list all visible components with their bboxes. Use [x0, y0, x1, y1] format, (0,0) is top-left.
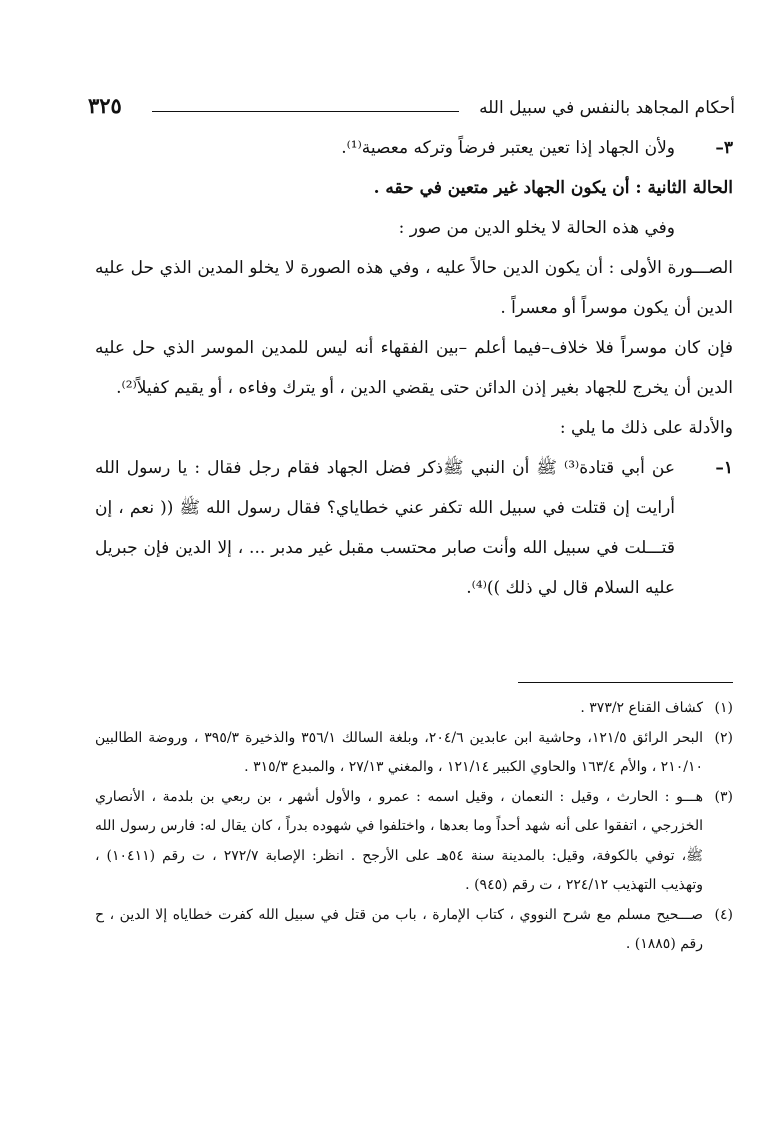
footnote — [95, 694, 733, 724]
footnote-number: (٤) — [714, 906, 733, 923]
case-2-heading: الحالة الثانية : أن يكون الجهاد غير متعين في حقه . — [373, 178, 733, 198]
footnotes — [95, 694, 733, 960]
evidence-1-text: عن أبي قتادة⁽³⁾ ﷺ أن النبي ﷺذكر فضل الجهاد فقام رجل فقال : يا رسول الله أرايت إن قتلت في سبيل الله تكفر عني خطاياي؟ فقال رسول الله ﷺ (( نعم ، إن قتـــلت في سبيل الله وأنت صابر محتسب مقبل غير مدبر ... ، إلا الدين فإن جبريل عليه السلام قال لي ذلك ))⁽⁴⁾. — [95, 458, 675, 598]
page-header — [88, 78, 735, 118]
evidence-1 — [95, 448, 733, 608]
footnote-text: هـــو : الحارث ، وقيل : النعمان ، وقيل اسمه : عمرو ، والأول أشهر ، بن ربعي بن بلدمة ، الأنصاري الخزرجي ، اتفقوا على أنه شهد أحداً وما بعدها ، واختلفوا في شهوده بدراً ، كان يقال له: فارس رسول الله ﷺ، توفي بالكوفة، وقيل: بالمدينة سنة ٥٤هـ على الأرجح . انظر: الإصابة ٢٧٢/٧ ، ت رقم (١٠٤١١) ، وتهذيب التهذيب ٢٢٤/١٢ ، ت رقم (٩٤٥) . — [95, 788, 703, 893]
case-2-intro: وفي هذه الحالة لا يخلو الدين من صور : — [398, 218, 675, 238]
footnote-separator — [518, 682, 733, 683]
point-3 — [95, 128, 733, 168]
point-3-text: ولأن الجهاد إذا تعين يعتبر فرضاً وتركه معصية⁽¹⁾. — [341, 138, 675, 158]
footnote-number: (٣) — [714, 788, 733, 805]
footnote-text: صـــحيح مسلم مع شرح النووي ، كتاب الإمارة ، باب من قتل في سبيل الله كفرت خطاياه إلا الدين ، ح رقم (١٨٨٥) . — [95, 906, 703, 952]
footnote — [95, 901, 733, 960]
form-1-paragraph: الصـــورة الأولى : أن يكون الدين حالاً عليه ، وفي هذه الصورة لا يخلو المدين الذي حل عليه الدين أن يكون موسراً أو معسراً . — [95, 258, 733, 318]
footnote — [95, 783, 733, 901]
header-rule — [152, 111, 459, 112]
footnote-text: كشاف القناع ٣٧٣/٢ . — [580, 700, 703, 716]
evidence-intro: والأدلة على ذلك ما يلي : — [559, 418, 733, 438]
point-3-number: ٣– — [715, 138, 733, 158]
footnote-text: البحر الرائق ١٢١/٥، وحاشية ابن عابدين ٢٠٤/٦، وبلغة السالك ٣٥٦/١ والذخيرة ٣٩٥/٣ ، وروضة الطالبين ٢١٠/١٠ ، والأم ١٦٣/٤ والحاوي الكبير ١٢١/١٤ ، والمغني ٢٧/١٣ ، والمبدع ٣١٥/٣ . — [95, 729, 704, 775]
running-title: أحكام المجاهد بالنفس في سبيل الله — [479, 98, 735, 118]
footnote-number: (١) — [714, 700, 733, 716]
footnote-number: (٢) — [714, 729, 733, 746]
main-text — [95, 128, 733, 608]
footnote — [95, 724, 733, 783]
ruling-paragraph: فإن كان موسراً فلا خلاف–فيما أعلم –بين الفقهاء أنه ليس للمدين الموسر الذي حل عليه الدين أن يخرج للجهاد بغير إذن الدائن حتى يقضي الدين ، أو يترك وفاءه ، أو يقيم كفيلاً⁽²⁾. — [95, 338, 733, 398]
page-number: ٣٢٥ — [88, 93, 122, 118]
evidence-1-number: ١– — [715, 458, 733, 478]
